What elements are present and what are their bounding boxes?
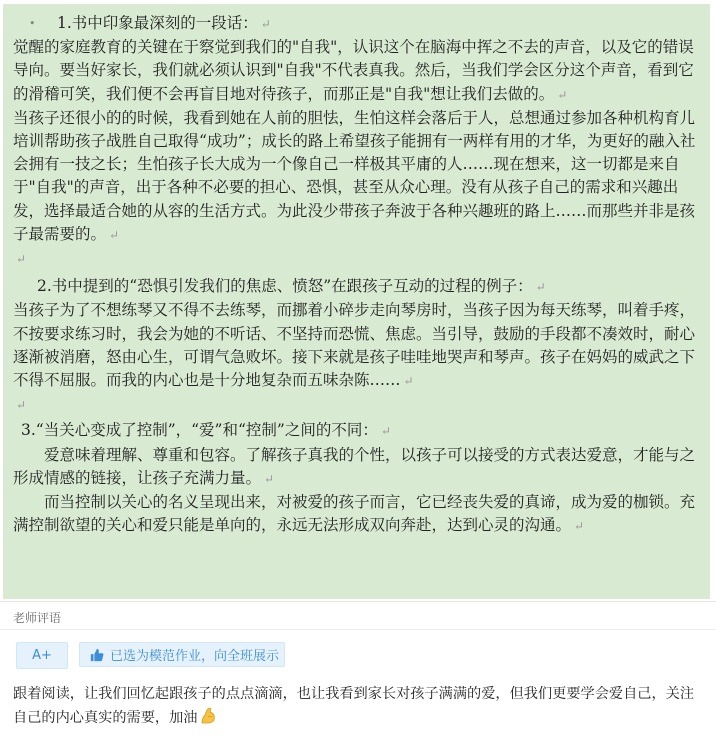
essay-heading-2: 2.书中提到的“恐惧引发我们的焦虑、愤怒”在跟孩子互动的过程的例子： ↵ bbox=[37, 277, 546, 296]
featured-homework-button[interactable] bbox=[79, 642, 285, 667]
flexed-biceps-icon bbox=[199, 707, 217, 725]
essay-paragraph: 当孩子为了不想练琴又不得不去练琴，而挪着小碎步走向琴房时，当孩子因为每天练琴，叫着手疼，不按要求练习时，我会为她的不听话、不坚持而恐慌、焦虑。当引导，鼓励的手段都不凑效时，耐心逐渐被消磨，怒由心生，可谓气急败坏。接下来就是孩子哇哇地哭声和琴声。孩子在妈妈的威武之下不得不屈服。而我的内心也是十分地复杂而五味杂陈…… ↵ bbox=[13, 301, 696, 390]
essay-heading-1: • 1.书中印象最深刻的一段话： ↵ bbox=[29, 14, 271, 32]
essay-paragraph: 当孩子还很小的的时候，我看到她在人前的胆怯，生怕这样会落后于人，总想通过参加各种机构育儿培训帮助孩子战胜自己取得“成功”；成长的路上希望孩子能拥有一两样有用的才华，为更好的融入社会拥有一技之长；生怕孩子长大成为一个像自己一样极其平庸的人……现在想来，这一切都是来自于"自我"的声音，出于各种不必要的担心、恐惧，甚至从众心理。没有从孩子自己的需求和兴趣出发，选择最适合她的从容的生活方式。为此没少带孩子奔波于各种兴趣班的路上……而那些并非是孩子最需要的。 ↵ bbox=[13, 108, 696, 243]
essay-paragraph: 觉醒的家庭教育的关键在于察觉到我们的"自我"，认识这个在脑海中挥之不去的声音，以及它的错误导向。要当好家长，我们就必须认识到"自我"不代表真我。然后，当我们学会区分这个声音，看到它的滑稽可笑，我们便不会再盲目地对待孩子，而那正是"自我"想让我们去做的。 ↵ bbox=[13, 38, 694, 103]
essay-document bbox=[3, 4, 710, 599]
teacher-comment-label: 老师评语 bbox=[13, 611, 62, 625]
essay-paragraph: 爱意味着理解、尊重和包容。了解孩子真我的个性，以孩子可以接受的方式表达爱意，才能与之形成情感的链接，让孩子充满力量。 ↵ bbox=[13, 445, 696, 487]
featured-homework-label: 已选为模范作业，向全班展示 bbox=[110, 649, 280, 664]
essay-paragraph: 而当控制以关心的名义呈现出来，对被爱的孩子而言，它已经丧失爱的真谛，成为爱的枷锁。充满控制欲望的关心和爱只能是单向的，永远无法形成双向奔赴，达到心灵的沟通。 ↵ bbox=[13, 493, 696, 535]
thumbs-up-icon bbox=[90, 648, 104, 662]
divider bbox=[0, 629, 716, 630]
essay-heading-3: 3.“当关心变成了控制”，“爱”和“控制”之间的不同： ↵ bbox=[21, 421, 391, 440]
teacher-comment-text: 跟着阅读，让我们回忆起跟孩子的点点滴滴，也让我看到家长对孩子满满的爱，但我们更要学会爱自己，关注自己的内心真实的需要，加油 bbox=[13, 686, 695, 726]
divider bbox=[0, 601, 716, 602]
blank-line: ↵ bbox=[16, 398, 27, 413]
blank-line: ↵ bbox=[16, 252, 27, 267]
grade-button[interactable]: A+ bbox=[16, 642, 68, 669]
